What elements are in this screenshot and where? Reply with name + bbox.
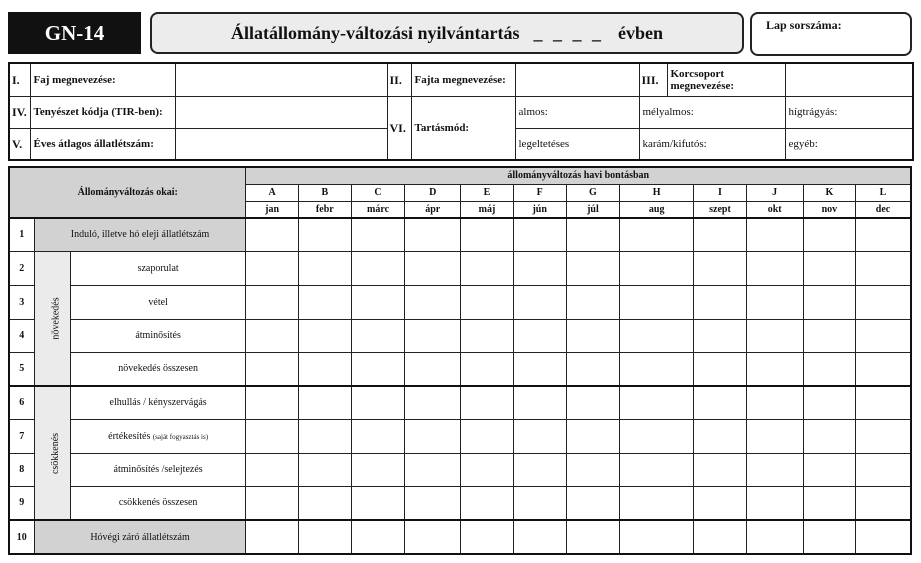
- entry-cell[interactable]: [694, 319, 746, 352]
- entry-cell[interactable]: [620, 218, 694, 251]
- row-label: [70, 419, 246, 453]
- entry-cell[interactable]: [513, 218, 566, 251]
- entry-cell[interactable]: [856, 419, 911, 453]
- entry-cell[interactable]: [461, 453, 513, 486]
- column-letter: A: [246, 184, 298, 201]
- column-month: nov: [803, 201, 855, 218]
- table-row: [9, 319, 911, 352]
- row-label-text: átminősítés /selejtezés: [113, 464, 203, 475]
- entry-cell[interactable]: [746, 520, 803, 554]
- entry-cell[interactable]: [803, 352, 855, 386]
- row-label-note: (saját fogyasztás is): [152, 432, 209, 441]
- option-legeltetes[interactable]: legeltetéses: [515, 128, 639, 160]
- row-label: [70, 486, 246, 520]
- entry-cell[interactable]: [461, 520, 513, 554]
- row-num-III: III.: [639, 63, 667, 96]
- entry-cell[interactable]: [566, 251, 619, 285]
- column-letter: J: [746, 184, 803, 201]
- column-month: jún: [513, 201, 566, 218]
- entry-cell[interactable]: [405, 386, 461, 419]
- entry-cell[interactable]: [246, 218, 298, 251]
- entry-cell[interactable]: [856, 319, 911, 352]
- entry-cell[interactable]: [298, 218, 351, 251]
- species-field[interactable]: [175, 63, 387, 96]
- sheet-number-label: Lap sorszáma:: [766, 18, 842, 32]
- row-label-text: átminősítés: [135, 330, 181, 341]
- column-month: aug: [620, 201, 694, 218]
- group-decrease: [34, 386, 70, 520]
- row-label: [70, 453, 246, 486]
- entry-cell[interactable]: [461, 419, 513, 453]
- entry-cell[interactable]: [461, 319, 513, 352]
- column-letter: H: [620, 184, 694, 201]
- group-label: csökkenés: [49, 432, 61, 474]
- entry-cell[interactable]: [694, 386, 746, 419]
- column-letter: L: [856, 184, 911, 201]
- entry-cell[interactable]: [746, 218, 803, 251]
- row-label-text: szaporulat: [137, 262, 179, 274]
- entry-cell[interactable]: [513, 352, 566, 386]
- entry-cell[interactable]: [405, 319, 461, 352]
- entry-cell[interactable]: [513, 251, 566, 285]
- entry-cell[interactable]: [246, 285, 298, 319]
- entry-cell[interactable]: [694, 486, 746, 520]
- entry-cell[interactable]: [566, 285, 619, 319]
- row-num-IV: IV.: [9, 96, 30, 128]
- entry-cell[interactable]: [566, 218, 619, 251]
- entry-cell[interactable]: [246, 352, 298, 386]
- row-number: 3: [9, 285, 34, 319]
- entry-cell[interactable]: [803, 520, 855, 554]
- farm-code-label: Tenyészet kódja (TIR-ben):: [30, 96, 175, 128]
- column-letter: I: [694, 184, 746, 201]
- entry-cell[interactable]: [746, 319, 803, 352]
- entry-cell[interactable]: [513, 285, 566, 319]
- option-egyeb[interactable]: egyéb:: [785, 128, 913, 160]
- entry-cell[interactable]: [351, 319, 404, 352]
- row-number: 1: [9, 218, 34, 251]
- row-number: 2: [9, 251, 34, 285]
- info-grid: [8, 62, 914, 161]
- entry-cell[interactable]: [746, 453, 803, 486]
- row-label-text: értékesítés: [108, 430, 151, 442]
- age-group-field[interactable]: [785, 63, 913, 96]
- entry-cell[interactable]: [461, 218, 513, 251]
- entry-cell[interactable]: [298, 352, 351, 386]
- entry-cell[interactable]: [513, 520, 566, 554]
- entry-cell[interactable]: [620, 520, 694, 554]
- entry-cell[interactable]: [298, 251, 351, 285]
- entry-cell[interactable]: [298, 419, 351, 453]
- table-row: [9, 352, 911, 386]
- option-higtragyas[interactable]: hígtrágyás:: [785, 96, 913, 128]
- row-num-I: I.: [9, 63, 30, 96]
- entry-cell[interactable]: [620, 352, 694, 386]
- option-melyalmos[interactable]: mélyalmos:: [639, 96, 785, 128]
- row-label: [70, 319, 246, 352]
- entry-cell[interactable]: [746, 486, 803, 520]
- entry-cell[interactable]: [746, 251, 803, 285]
- entry-cell[interactable]: [461, 352, 513, 386]
- entry-cell[interactable]: [803, 386, 855, 419]
- entry-cell[interactable]: [803, 453, 855, 486]
- entry-cell[interactable]: [461, 285, 513, 319]
- entry-cell[interactable]: [513, 419, 566, 453]
- column-month: szept: [694, 201, 746, 218]
- row-label-text: vétel: [148, 296, 168, 308]
- column-letter: K: [803, 184, 855, 201]
- table-row: [9, 251, 911, 285]
- entry-cell[interactable]: [746, 386, 803, 419]
- entry-cell[interactable]: [620, 486, 694, 520]
- entry-cell[interactable]: [461, 251, 513, 285]
- entry-cell[interactable]: [856, 453, 911, 486]
- column-month: ápr: [405, 201, 461, 218]
- entry-cell[interactable]: [405, 352, 461, 386]
- age-group-label: Korcsoport megnevezése:: [667, 63, 785, 96]
- entry-cell[interactable]: [620, 251, 694, 285]
- breed-field[interactable]: [515, 63, 639, 96]
- entry-cell[interactable]: [298, 285, 351, 319]
- reasons-header: Állományváltozás okai:: [9, 167, 246, 218]
- column-month: júl: [566, 201, 619, 218]
- entry-cell[interactable]: [298, 453, 351, 486]
- row-num-V: V.: [9, 128, 30, 160]
- column-month: jan: [246, 201, 298, 218]
- row-num-VI: VI.: [387, 96, 411, 160]
- entry-cell[interactable]: [246, 453, 298, 486]
- option-karam[interactable]: karám/kifutós:: [639, 128, 785, 160]
- entry-cell[interactable]: [620, 453, 694, 486]
- column-letter: G: [566, 184, 619, 201]
- column-letter: F: [513, 184, 566, 201]
- entry-cell[interactable]: [298, 319, 351, 352]
- monthly-header: állományváltozás havi bontásban: [246, 167, 911, 184]
- entry-cell[interactable]: [246, 319, 298, 352]
- table-row: [9, 453, 911, 486]
- form-code: GN-14: [8, 12, 141, 54]
- entry-cell[interactable]: [351, 251, 404, 285]
- entry-cell[interactable]: [513, 319, 566, 352]
- entry-cell[interactable]: [351, 520, 404, 554]
- entry-cell[interactable]: [461, 486, 513, 520]
- entry-cell[interactable]: [856, 218, 911, 251]
- year-suffix: évben: [618, 22, 663, 43]
- row-label: [70, 251, 246, 285]
- row-number: 4: [9, 319, 34, 352]
- entry-cell[interactable]: [246, 251, 298, 285]
- row-number: 9: [9, 486, 34, 520]
- group-label: növekedés: [50, 297, 62, 340]
- entry-cell[interactable]: [856, 285, 911, 319]
- entry-cell[interactable]: [246, 419, 298, 453]
- entry-cell[interactable]: [298, 520, 351, 554]
- entry-cell[interactable]: [803, 419, 855, 453]
- housing-label: Tartásmód:: [411, 96, 515, 160]
- entry-cell[interactable]: [298, 486, 351, 520]
- row-num-II: II.: [387, 63, 411, 96]
- entry-cell[interactable]: [351, 218, 404, 251]
- row-label: Induló, illetve hó eleji állatlétszám: [34, 218, 246, 251]
- entry-cell[interactable]: [246, 386, 298, 419]
- entry-cell[interactable]: [694, 285, 746, 319]
- row-number: 7: [9, 419, 34, 453]
- entry-cell[interactable]: [803, 319, 855, 352]
- entry-cell[interactable]: [694, 453, 746, 486]
- entry-cell[interactable]: [513, 386, 566, 419]
- entry-cell[interactable]: [803, 285, 855, 319]
- entry-cell[interactable]: [856, 352, 911, 386]
- entry-cell[interactable]: [566, 419, 619, 453]
- entry-cell[interactable]: [405, 520, 461, 554]
- group-increase: [34, 251, 70, 386]
- table-row: [9, 218, 911, 251]
- entry-cell[interactable]: [566, 453, 619, 486]
- row-number: 8: [9, 453, 34, 486]
- column-letter: E: [461, 184, 513, 201]
- entry-cell[interactable]: [746, 285, 803, 319]
- form-title: Állatállomány-változási nyilvántartás: [231, 22, 520, 43]
- avg-headcount-field[interactable]: [175, 128, 387, 160]
- entry-cell[interactable]: [566, 352, 619, 386]
- entry-cell[interactable]: [566, 486, 619, 520]
- option-almos[interactable]: almos:: [515, 96, 639, 128]
- column-month: máj: [461, 201, 513, 218]
- row-label: [70, 285, 246, 319]
- entry-cell[interactable]: [746, 419, 803, 453]
- column-month: dec: [856, 201, 911, 218]
- form-title-box: [150, 12, 744, 54]
- entry-cell[interactable]: [803, 251, 855, 285]
- entry-cell[interactable]: [461, 386, 513, 419]
- row-number: 10: [9, 520, 34, 554]
- table-row: [9, 285, 911, 319]
- entry-cell[interactable]: [246, 486, 298, 520]
- entry-cell[interactable]: [513, 453, 566, 486]
- entry-cell[interactable]: [620, 319, 694, 352]
- table-row: [9, 520, 911, 554]
- year-blank[interactable]: _ _ _ _: [533, 22, 604, 43]
- entry-cell[interactable]: [566, 319, 619, 352]
- row-number: 6: [9, 386, 34, 419]
- column-letter: C: [351, 184, 404, 201]
- entry-cell[interactable]: [620, 419, 694, 453]
- avg-headcount-label: Éves átlagos állatlétszám:: [30, 128, 175, 160]
- table-row: [9, 386, 911, 419]
- column-letter: B: [298, 184, 351, 201]
- sheet-number-box[interactable]: [750, 12, 912, 56]
- table-row: [9, 486, 911, 520]
- entry-cell[interactable]: [513, 486, 566, 520]
- entry-cell[interactable]: [405, 251, 461, 285]
- row-label: [70, 352, 246, 386]
- column-month: márc: [351, 201, 404, 218]
- entry-cell[interactable]: [803, 218, 855, 251]
- entry-cell[interactable]: [405, 453, 461, 486]
- entry-cell[interactable]: [746, 352, 803, 386]
- entry-cell[interactable]: [694, 520, 746, 554]
- entry-cell[interactable]: [856, 251, 911, 285]
- column-letter: D: [405, 184, 461, 201]
- entry-cell[interactable]: [405, 486, 461, 520]
- row-label-text: csökkenés összesen: [118, 497, 198, 509]
- entry-cell[interactable]: [566, 386, 619, 419]
- entry-cell[interactable]: [620, 386, 694, 419]
- entry-cell[interactable]: [803, 486, 855, 520]
- entry-cell[interactable]: [620, 285, 694, 319]
- row-label-text: növekedés összesen: [118, 363, 198, 375]
- entry-cell[interactable]: [856, 386, 911, 419]
- row-label: [70, 386, 246, 419]
- entry-cell[interactable]: [694, 419, 746, 453]
- column-month: okt: [746, 201, 803, 218]
- entry-cell[interactable]: [405, 218, 461, 251]
- entry-cell[interactable]: [351, 486, 404, 520]
- entry-cell[interactable]: [405, 285, 461, 319]
- entry-cell[interactable]: [694, 251, 746, 285]
- entry-cell[interactable]: [351, 419, 404, 453]
- entry-cell[interactable]: [405, 419, 461, 453]
- row-label: Hóvégi záró állatlétszám: [34, 520, 246, 554]
- entry-cell[interactable]: [246, 520, 298, 554]
- farm-code-field[interactable]: [175, 96, 387, 128]
- table-row: [9, 419, 911, 453]
- monthly-table: [8, 166, 912, 555]
- species-label: Faj megnevezése:: [30, 63, 175, 96]
- row-label-text: elhullás / kényszervágás: [109, 397, 207, 409]
- entry-cell[interactable]: [566, 520, 619, 554]
- entry-cell[interactable]: [856, 486, 911, 520]
- entry-cell[interactable]: [694, 352, 746, 386]
- entry-cell[interactable]: [694, 218, 746, 251]
- row-number: 5: [9, 352, 34, 386]
- column-month: febr: [298, 201, 351, 218]
- breed-label: Fajta megnevezése:: [411, 63, 515, 96]
- entry-cell[interactable]: [856, 520, 911, 554]
- entry-cell[interactable]: [351, 453, 404, 486]
- entry-cell[interactable]: [298, 386, 351, 419]
- entry-cell[interactable]: [351, 285, 404, 319]
- entry-cell[interactable]: [351, 352, 404, 386]
- entry-cell[interactable]: [351, 386, 404, 419]
